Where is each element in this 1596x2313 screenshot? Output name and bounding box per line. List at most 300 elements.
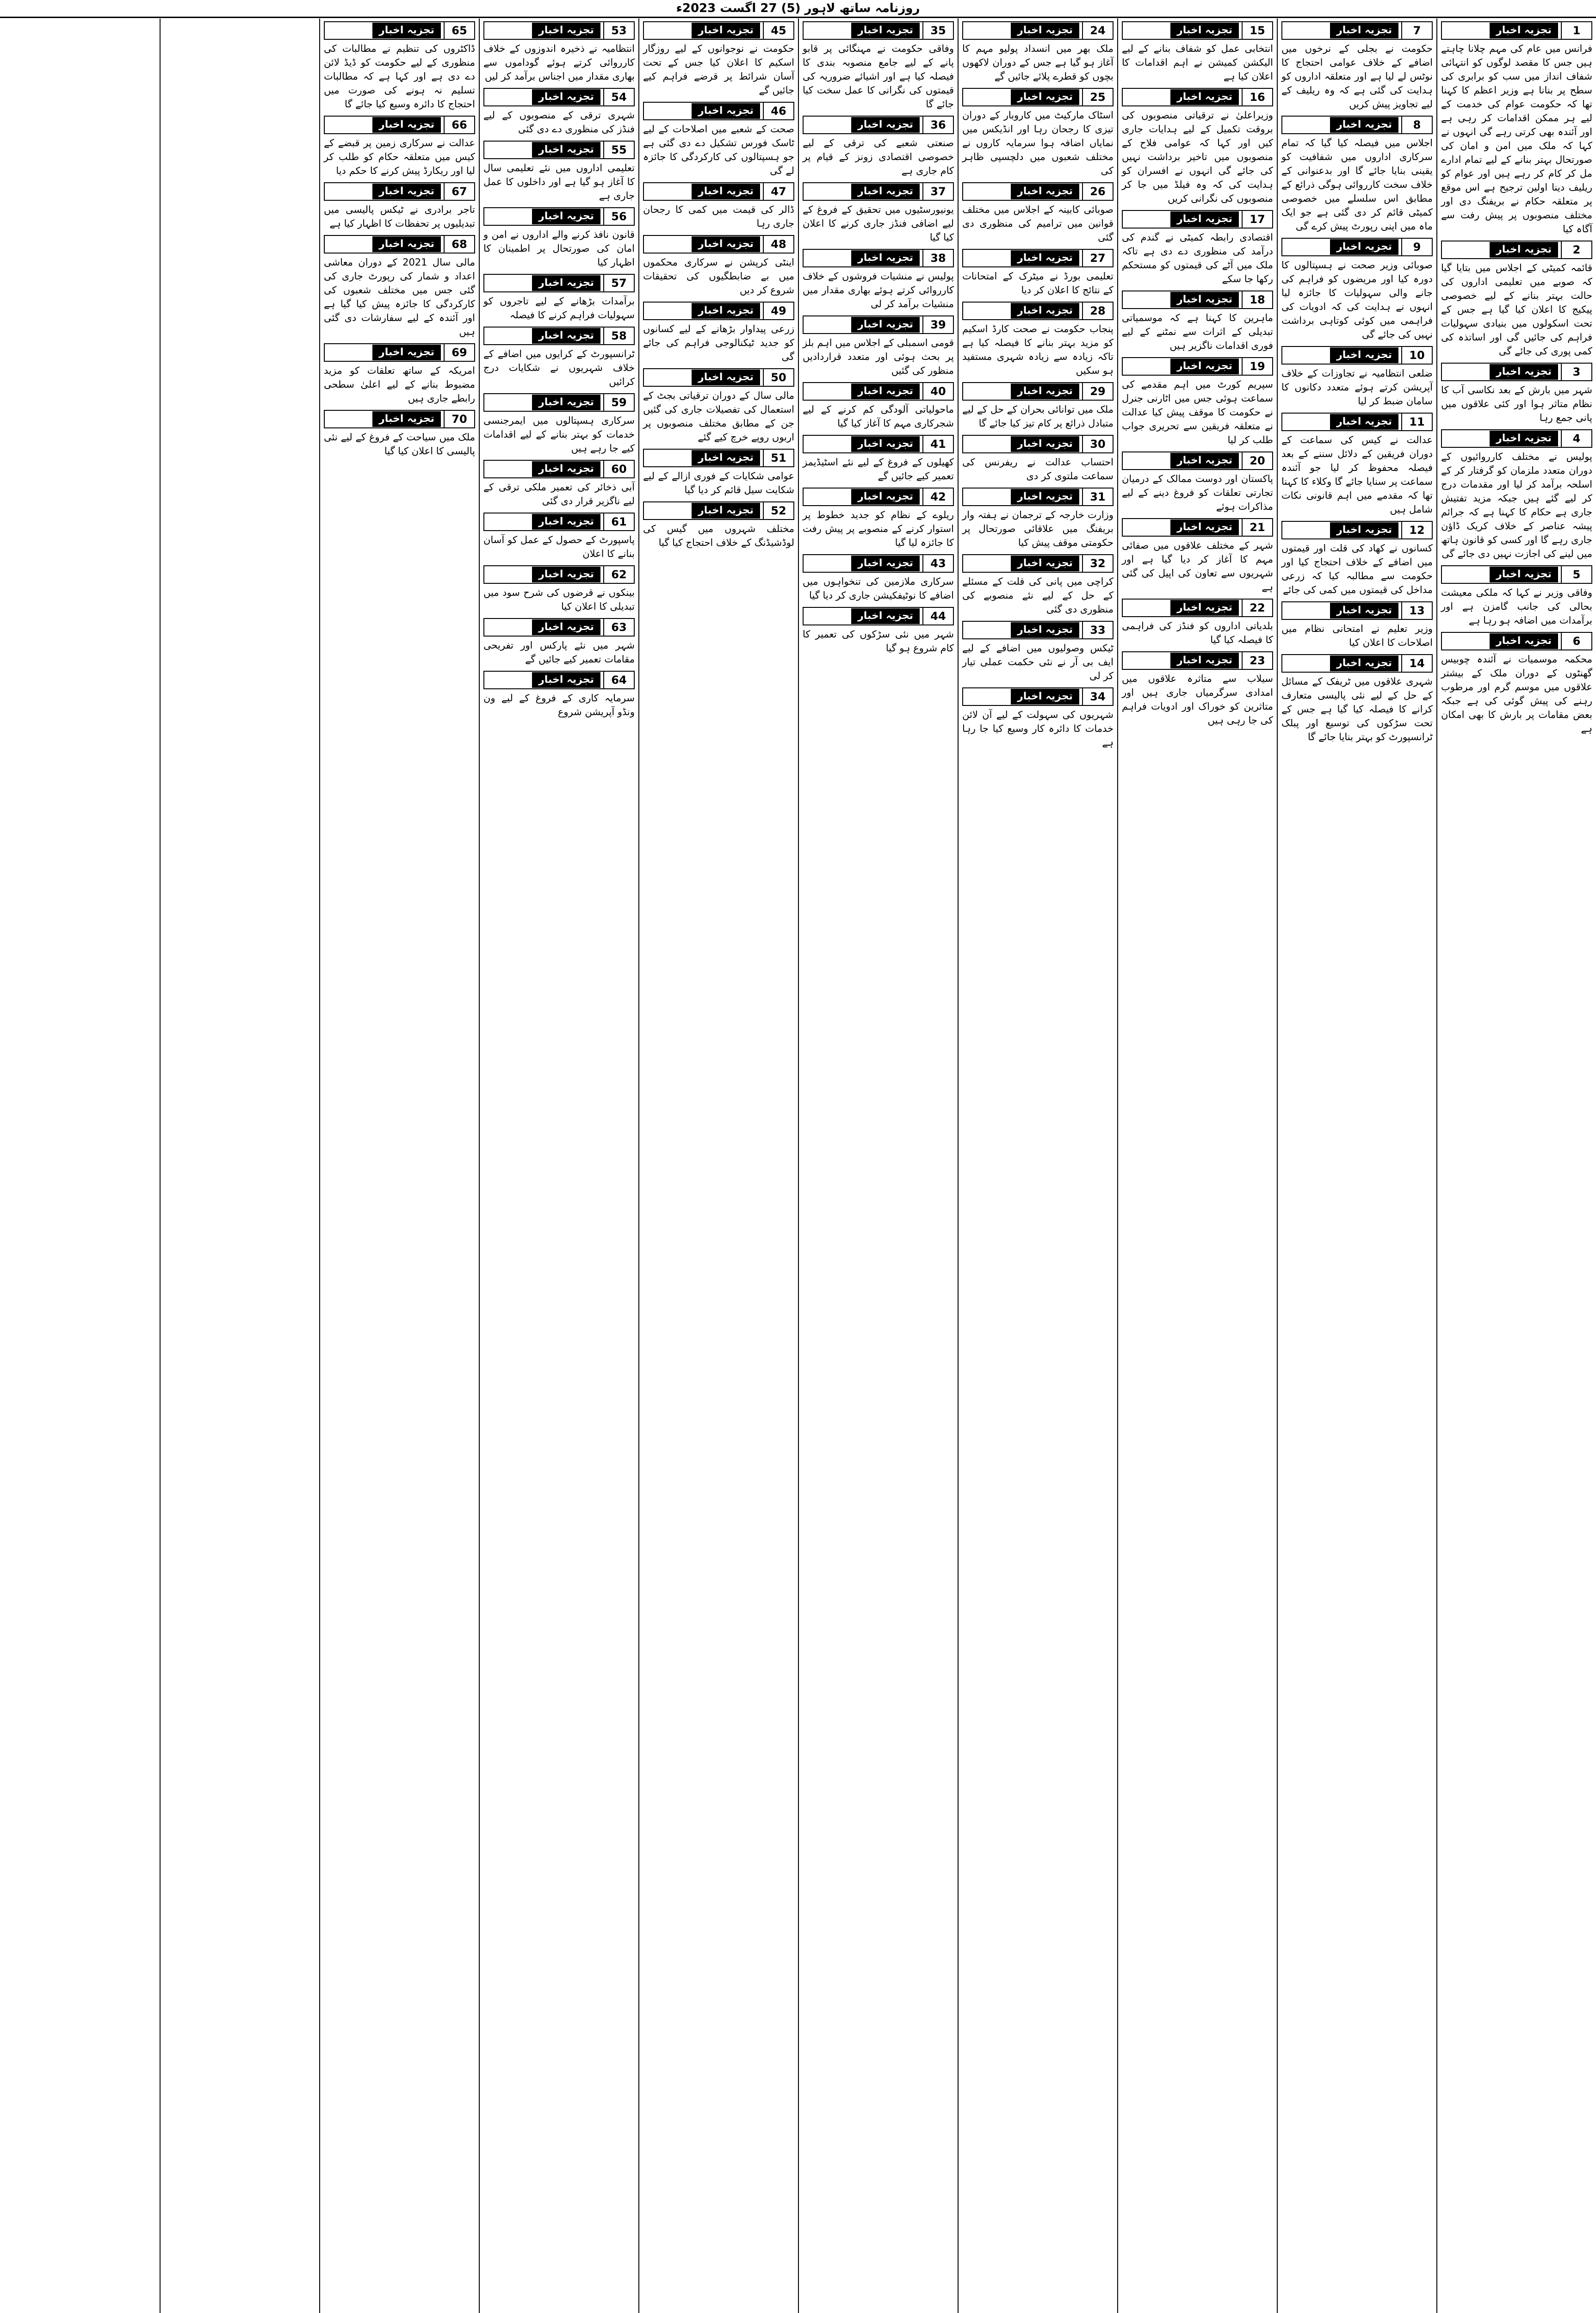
news-item-number: 38 [922,250,953,266]
news-item-body: ڈالر کی قیمت میں کمی کا رجحان جاری رہا [643,204,794,229]
news-item-label: تجزیہ اخبار [1330,117,1398,133]
news-item-number: 56 [603,208,634,225]
news-item-label-area [484,619,603,636]
news-item [962,554,1113,616]
news-item-label: تجزیہ اخبار [532,328,600,344]
news-item-label-area [804,22,922,39]
news-item-label-area [1123,89,1242,105]
news-item [324,116,475,178]
news-item [483,513,635,561]
news-item-body: وفاقی حکومت نے مہنگائی پر قابو پانے کے لیے جامع منصوبہ بندی کا فیصلہ کیا ہے اور اشیائے ضروریہ کی قیمتوں کی نگرانی کا عمل سخت کیا جائے گا [803,43,954,110]
news-item-label-area [804,383,922,400]
news-item [962,249,1113,297]
news-item-label-area [804,555,922,572]
news-item [803,21,954,111]
news-item-header [643,501,794,520]
news-item-label: تجزیہ اخبار [692,184,760,199]
news-item-label-area [325,236,444,253]
news-item [962,88,1113,178]
news-item-label-area [1282,347,1401,364]
news-item-label-area [963,436,1082,452]
news-item-number: 11 [1401,414,1432,430]
news-item-label: تجزیہ اخبار [1330,522,1398,538]
column-3 [1117,19,1277,2313]
news-item-label-area [325,344,444,361]
news-item-header [1441,565,1592,584]
news-item-label-area [963,22,1082,39]
news-item-label: تجزیہ اخبار [692,236,760,252]
news-item-label: تجزیہ اخبار [1490,431,1558,446]
news-item [324,410,475,458]
news-item-header [1441,241,1592,259]
news-item [962,488,1113,550]
news-item [803,607,954,655]
news-item-number: 70 [444,411,474,427]
news-item-header [1122,651,1273,670]
news-item-number: 55 [603,142,634,158]
news-item [483,274,635,322]
news-item-number: 54 [603,89,634,105]
news-item-header [1122,518,1273,537]
news-item-number: 41 [922,436,953,452]
news-item-label-area [484,566,603,583]
news-item-label-area [484,22,603,39]
column-2 [1277,19,1436,2313]
news-item-label-area [1123,358,1242,375]
news-item-number: 50 [763,369,793,386]
news-item-label-area [644,183,763,200]
news-item-header [324,235,475,254]
news-item-label: تجزیہ اخبار [851,608,920,624]
news-item-label-area [963,489,1082,505]
news-item [643,501,794,550]
news-item [1122,451,1273,513]
news-item [1122,518,1273,594]
news-item-body: پاسپورٹ کے حصول کے عمل کو آسان بنانے کا اعلان [483,534,635,559]
news-item-label: تجزیہ اخبار [372,345,441,360]
news-item [1281,654,1433,744]
news-item-body: ضلعی انتظامیہ نے تجاوزات کے خلاف آپریشن کرتے ہوئے متعدد دکانوں کا سامان ضبط کر لیا [1281,368,1433,407]
news-item-number: 22 [1242,600,1272,616]
news-item-label-area [963,89,1082,105]
news-item-number: 47 [763,183,793,200]
column-10 [0,19,160,2313]
news-item-number: 8 [1401,117,1432,133]
news-item-label: تجزیہ اخبار [851,383,920,399]
news-item-header [483,274,635,292]
masthead [0,0,1596,18]
news-item-number: 28 [1082,303,1113,319]
news-item [1281,116,1433,233]
news-item [1441,565,1592,627]
news-item [962,621,1113,683]
news-item-body: تعلیمی اداروں میں نئے تعلیمی سال کا آغاز ہو گیا ہے اور داخلوں کا عمل جاری ہے [483,162,635,201]
news-item-header [643,302,794,320]
news-item-number: 39 [922,316,953,333]
news-item-label: تجزیہ اخبار [1170,359,1239,374]
news-item-header [1441,363,1592,381]
news-item-body: ریلوے کے نظام کو جدید خطوط پر استوار کرنے کے منصوبے پر پیش رفت کا جائزہ لیا گیا [803,509,954,548]
news-item-body: ملک میں سیاحت کے فروغ کے لیے نئی پالیسی کا اعلان کیا گیا [324,432,475,457]
news-item-header [962,554,1113,573]
news-item-number: 64 [603,672,634,688]
news-item-number: 44 [922,608,953,625]
news-item-body: مالی سال کے دوران ترقیاتی بجٹ کے استعمال کی تفصیلات جاری کی گئیں جن کے مطابق مختلف منصوبوں پر اربوں روپے خرچ کیے گئے [643,390,794,443]
news-item-header [483,460,635,478]
news-item-label-area [644,103,763,119]
news-item-label-area [325,411,444,427]
news-item-label-area [1442,633,1561,649]
news-item-header [1441,21,1592,40]
news-item-label-area [804,608,922,625]
news-item-body: شہر میں بارش کے بعد نکاسی آب کا نظام متاثر ہوا اور کئی علاقوں میں پانی جمع رہا [1441,384,1592,423]
news-item [1441,632,1592,736]
news-item [483,88,635,136]
news-item-label-area [804,183,922,200]
news-item-number: 62 [603,566,634,583]
news-item-header [324,182,475,201]
news-item-number: 21 [1242,519,1272,536]
news-item-number: 25 [1082,89,1113,105]
news-item-label-area [1282,655,1401,672]
news-item-header [1122,357,1273,376]
news-item-body: سرکاری ہسپتالوں میں ایمرجنسی خدمات کو بہتر بنانے کے لیے اقدامات کیے جا رہے ہیں [483,415,635,454]
news-item [643,235,794,297]
news-item-header [1122,451,1273,470]
news-item-header [483,88,635,106]
news-item-header [483,513,635,531]
news-item-label: تجزیہ اخبار [532,209,600,224]
news-item-body: ٹیکس وصولیوں میں اضافے کے لیے ایف بی آر نے نئی حکمت عملی تیار کر لی [962,643,1113,681]
news-item-number: 23 [1242,652,1272,669]
news-item-header [803,488,954,506]
news-item-label: تجزیہ اخبار [851,489,920,505]
news-item-label: تجزیہ اخبار [1490,364,1558,380]
news-item [962,302,1113,377]
news-item-header [483,21,635,40]
news-item-body: بلدیاتی اداروں کو فنڈز کی فراہمی کا فیصلہ کیا گیا [1122,620,1273,645]
news-item [803,182,954,244]
news-item [1281,346,1433,408]
news-item [1441,21,1592,236]
news-item-label: تجزیہ اخبار [1011,489,1079,505]
news-item-label: تجزیہ اخبار [851,317,920,333]
news-item [1122,210,1273,286]
news-item-body: ملک بھر میں انسداد پولیو مہم کا آغاز ہو گیا ہے جس کے دوران لاکھوں بچوں کو قطرے پلائے جائیں گے [962,43,1113,82]
news-item [1122,291,1273,353]
news-item-label: تجزیہ اخبار [692,503,760,519]
news-item [324,343,475,405]
news-item-label: تجزیہ اخبار [1170,519,1239,535]
news-item-body: حکومت نے نوجوانوں کے لیے روزگار اسکیم کا اعلان کیا جس کے تحت آسان شرائط پر قرضے فراہم کیے جائیں گے [643,43,794,96]
news-item-body: مختلف شہروں میں گیس کی لوڈشیڈنگ کے خلاف احتجاج کیا گیا [643,523,794,548]
news-item-label-area [1442,430,1561,447]
news-item-label-area [804,250,922,266]
news-item-header [483,327,635,345]
news-item-body: کراچی میں پانی کی قلت کے مسئلے کے حل کے لیے نئے منصوبے کی منظوری دی گئی [962,576,1113,615]
news-item-number: 29 [1082,383,1113,400]
news-item-label-area [484,142,603,158]
news-item-label: تجزیہ اخبار [532,23,600,38]
news-item-label-area [1282,602,1401,619]
news-item-label-area [1123,291,1242,308]
news-item [483,460,635,508]
news-item-body: شہر میں نئے پارکس اور تفریحی مقامات تعمیر کیے جائیں گے [483,640,635,665]
news-item-label: تجزیہ اخبار [532,514,600,530]
news-item [1441,241,1592,358]
news-item-number: 63 [603,619,634,636]
news-item-body: کھیلوں کے فروغ کے لیے نئے اسٹیڈیمز تعمیر کیے جائیں گے [803,457,954,482]
news-item-header [803,116,954,134]
news-item-label-area [963,622,1082,638]
news-item-header [483,565,635,584]
news-item-number: 58 [603,328,634,344]
news-item-header [962,302,1113,320]
news-item-body: صوبائی وزیر صحت نے ہسپتالوں کا دورہ کیا اور مریضوں کو فراہم کی جانے والی سہولیات کا جائزہ لیا انہوں نے ہدایت کی کہ ادویات کی فراہمی میں کوئی کوتاہی برداشت نہیں کی جائے گی [1281,260,1433,340]
news-item-label: تجزیہ اخبار [1490,567,1558,582]
news-item-number: 52 [763,502,793,519]
news-item-label-area [804,316,922,333]
news-item-body: قومی اسمبلی کے اجلاس میں اہم بلز پر بحث ہوئی اور متعدد قراردادیں منظور کی گئیں [803,337,954,376]
news-item [483,618,635,666]
news-item-label: تجزیہ اخبار [372,236,441,252]
news-item-label: تجزیہ اخبار [1170,292,1239,308]
news-item-label-area [1442,22,1561,39]
news-item-header [962,182,1113,201]
news-item-header [1122,291,1273,309]
news-item-body: مالی سال 2021 کے دوران معاشی اعداد و شمار کی رپورٹ جاری کی گئی جس میں مختلف شعبوں کی کارکردگی کا جائزہ پیش کیا گیا ہے اور آئندہ کے لیے سفارشات دی گئی ہیں [324,257,475,337]
news-item [1441,363,1592,425]
news-item-label-area [1282,239,1401,255]
news-item [962,687,1113,749]
news-item-body: صوبائی کابینہ کے اجلاس میں مختلف قوانین میں ترامیم کی منظوری دی گئی [962,204,1113,243]
news-item-number: 68 [444,236,474,253]
news-item-label: تجزیہ اخبار [1490,242,1558,258]
news-item-header [1281,238,1433,256]
news-item-number: 69 [444,344,474,361]
news-item-body: یونیورسٹیوں میں تحقیق کے فروغ کے لیے اضافی فنڈز جاری کرنے کا اعلان کیا گیا [803,204,954,243]
news-item-label: تجزیہ اخبار [532,672,600,688]
news-item [483,207,635,269]
news-item-label: تجزیہ اخبار [1490,23,1558,38]
news-item-label-area [484,89,603,105]
news-item-number: 20 [1242,452,1272,469]
news-item-label: تجزیہ اخبار [532,395,600,410]
news-item-number: 24 [1082,22,1113,39]
news-item-label-area [644,502,763,519]
news-item-label: تجزیہ اخبار [851,556,920,571]
news-item-label: تجزیہ اخبار [1011,383,1079,399]
news-item-header [324,21,475,40]
news-item-body: تعلیمی بورڈ نے میٹرک کے امتحانات کے نتائج کا اعلان کر دیا [962,271,1113,296]
news-item-label-area [644,450,763,466]
news-item-label-area [1442,566,1561,583]
news-item-body: صنعتی شعبے کی ترقی کے لیے خصوصی اقتصادی زونز کے قیام پر کام جاری ہے [803,137,954,176]
news-item [803,249,954,311]
news-item-body: برآمدات بڑھانے کے لیے تاجروں کو سہولیات فراہم کرنے کا فیصلہ [483,296,635,321]
news-item [483,671,635,719]
news-item-label: تجزیہ اخبار [692,370,760,385]
news-item-header [1281,601,1433,620]
news-item-number: 42 [922,489,953,505]
news-item-label-area [484,394,603,411]
news-item [1122,357,1273,447]
news-item-label: تجزیہ اخبار [692,303,760,319]
news-item-number: 7 [1401,22,1432,39]
news-item-number: 13 [1401,602,1432,619]
news-item-header [803,21,954,40]
news-item-number: 19 [1242,358,1272,375]
news-item-body: تاجر برادری نے ٹیکس پالیسی میں تبدیلیوں پر تحفظات کا اظہار کیا ہے [324,204,475,229]
news-item-body: شہر میں نئی سڑکوں کی تعمیر کا کام شروع ہو گیا [803,629,954,654]
news-item [324,235,475,339]
news-item-label: تجزیہ اخبار [1011,622,1079,638]
news-item-label-area [1123,652,1242,669]
news-item-header [643,449,794,467]
news-item-label-area [1442,364,1561,380]
news-item-number: 66 [444,117,474,133]
news-item-label-area [1282,522,1401,538]
columns-container [0,19,1596,2313]
news-item-header [803,315,954,334]
news-item-label: تجزیہ اخبار [692,23,760,38]
news-item-header [1281,521,1433,539]
news-item-body: اجلاس میں فیصلہ کیا گیا کہ تمام سرکاری اداروں میں شفافیت کو یقینی بنایا جائے گا اور بدعنوانی کے خلاف سخت کارروائی ہوگی ذرائع کے مطابق اس سلسلے میں خصوصی کمیٹی قائم کر دی گئی ہے جو ایک ماہ میں اپنی رپورٹ پیش کرے گی [1281,137,1433,232]
news-item [643,21,794,97]
news-item-label-area [963,183,1082,200]
news-item-body: ملک میں توانائی بحران کے حل کے لیے متبادل ذرائع پر کام تیز کیا جائے گا [962,404,1113,429]
news-item-number: 67 [444,183,474,200]
news-item-number: 26 [1082,183,1113,200]
news-item-header [1122,210,1273,229]
news-item-number: 18 [1242,291,1272,308]
news-item-header [483,141,635,159]
news-item-header [1281,654,1433,673]
news-item-header [1441,429,1592,448]
news-item-number: 57 [603,275,634,291]
news-item-header [324,343,475,362]
column-6 [638,19,798,2313]
news-item-number: 31 [1082,489,1113,505]
news-item-header [1122,599,1273,617]
news-item [962,435,1113,483]
news-item-label-area [963,383,1082,400]
news-item-label: تجزیہ اخبار [851,117,920,133]
news-item-label-area [484,461,603,477]
news-item [1281,521,1433,597]
news-item-body: بینکوں نے قرضوں کی شرح سود میں تبدیلی کا اعلان کیا [483,587,635,612]
news-item-label: تجزیہ اخبار [1490,633,1558,649]
news-item-number: 65 [444,22,474,39]
news-item [643,182,794,230]
news-item-header [962,88,1113,106]
news-item [803,315,954,377]
news-item-label-area [1123,452,1242,469]
news-item-number: 12 [1401,522,1432,538]
news-item-number: 46 [763,103,793,119]
news-item [1122,651,1273,727]
news-item [1281,238,1433,341]
news-item-label: تجزیہ اخبار [1011,89,1079,105]
news-item-number: 49 [763,303,793,319]
news-item-label-area [1123,211,1242,228]
news-item-number: 43 [922,555,953,572]
news-item-label: تجزیہ اخبار [1011,184,1079,199]
news-item-header [1281,413,1433,431]
news-item-number: 10 [1401,347,1432,364]
news-item [483,21,635,83]
news-item [643,102,794,178]
news-item-label: تجزیہ اخبار [1011,436,1079,452]
news-item-header [962,621,1113,639]
news-item-header [803,382,954,401]
news-item-header [962,687,1113,706]
news-item-label: تجزیہ اخبار [1330,239,1398,255]
news-item-number: 37 [922,183,953,200]
news-item-label: تجزیہ اخبار [372,117,441,133]
news-item-label-area [1123,22,1242,39]
news-item-body: پنجاب حکومت نے صحت کارڈ اسکیم کو مزید بہتر بنانے کا فیصلہ کیا ہے تاکہ زیادہ سے زیادہ شہری مستفید ہو سکیں [962,323,1113,376]
news-item-label: تجزیہ اخبار [1011,23,1079,38]
news-item-label-area [325,183,444,200]
news-item-body: اقتصادی رابطہ کمیٹی نے گندم کی درآمد کی منظوری دے دی ہے تاکہ ملک میں آٹے کی قیمتوں کو مستحکم رکھا جا سکے [1122,232,1273,284]
news-item-header [1122,21,1273,40]
news-item-label: تجزیہ اخبار [1170,89,1239,105]
news-item-label-area [644,369,763,386]
news-item-number: 36 [922,117,953,133]
news-item-number: 6 [1561,633,1591,649]
news-item-label: تجزیہ اخبار [532,567,600,582]
news-item-body: آبی ذخائر کی تعمیر ملکی ترقی کے لیے ناگزیر قرار دی گئی [483,482,635,507]
news-item-label: تجزیہ اخبار [1170,653,1239,668]
news-item-number: 32 [1082,555,1113,572]
news-item-header [643,182,794,201]
news-item-label-area [804,117,922,133]
news-item [962,21,1113,83]
news-item-header [1281,116,1433,134]
news-item-body: محکمہ موسمیات نے آئندہ چوبیس گھنٹوں کے دوران ملک کے بیشتر علاقوں میں موسم گرم اور مرطوب رہنے کی پیش گوئی کی ہے جبکہ بعض مقامات پر بارش کا بھی امکان ہے [1441,654,1592,734]
news-item-label: تجزیہ اخبار [1011,556,1079,571]
news-item [1281,601,1433,649]
news-item-body: انتظامیہ نے ذخیرہ اندوزوں کے خلاف کارروائی کرتے ہوئے گوداموں سے بھاری مقدار میں اجناس برآمد کر لیں [483,43,635,82]
news-item-label: تجزیہ اخبار [692,103,760,119]
news-item-header [803,435,954,453]
news-item-label-area [804,436,922,452]
news-item-header [643,235,794,254]
news-item-label: تجزیہ اخبار [532,142,600,158]
news-item-number: 35 [922,22,953,39]
news-item-body: وزارت خارجہ کے ترجمان نے ہفتہ وار بریفنگ میں علاقائی صورتحال پر حکومتی موقف پیش کیا [962,509,1113,548]
news-item-body: حکومت نے بجلی کے نرخوں میں اضافے کے خلاف عوامی احتجاج کا نوٹس لے لیا ہے اور متعلقہ اداروں کو ہدایت کی گئی ہے کہ وہ ریلیف کے لیے تجاویز پیش کریں [1281,43,1433,110]
news-item-header [1441,632,1592,650]
news-item-body: شہریوں کی سہولت کے لیے آن لائن خدمات کا دائرہ کار وسیع کیا جا رہا ہے [962,709,1113,748]
news-item-label: تجزیہ اخبار [1011,303,1079,319]
news-item-label: تجزیہ اخبار [851,436,920,452]
news-item [643,302,794,364]
column-4 [958,19,1117,2313]
news-item-body: اسٹاک مارکیٹ میں کاروبار کے دوران تیزی کا رجحان رہا اور انڈیکس میں نمایاں اضافہ ہوا سرمایہ کاروں نے مختلف شعبوں میں دلچسپی ظاہر کی [962,110,1113,176]
news-item-label-area [644,22,763,39]
news-item [803,435,954,483]
news-item-header [962,21,1113,40]
news-item [803,554,954,602]
news-item-label: تجزیہ اخبار [1330,414,1398,430]
news-item-body: عدالت نے سرکاری زمین پر قبضے کے کیس میں متعلقہ حکام کو طلب کر لیا اور ریکارڈ پیش کرنے کا حکم دیا [324,137,475,176]
news-item-body: امریکہ کے ساتھ تعلقات کو مزید مضبوط بنانے کے لیے اعلیٰ سطحی رابطے جاری ہیں [324,365,475,404]
news-item-number: 51 [763,450,793,466]
news-item-label-area [1282,22,1401,39]
news-item-label-area [963,303,1082,319]
